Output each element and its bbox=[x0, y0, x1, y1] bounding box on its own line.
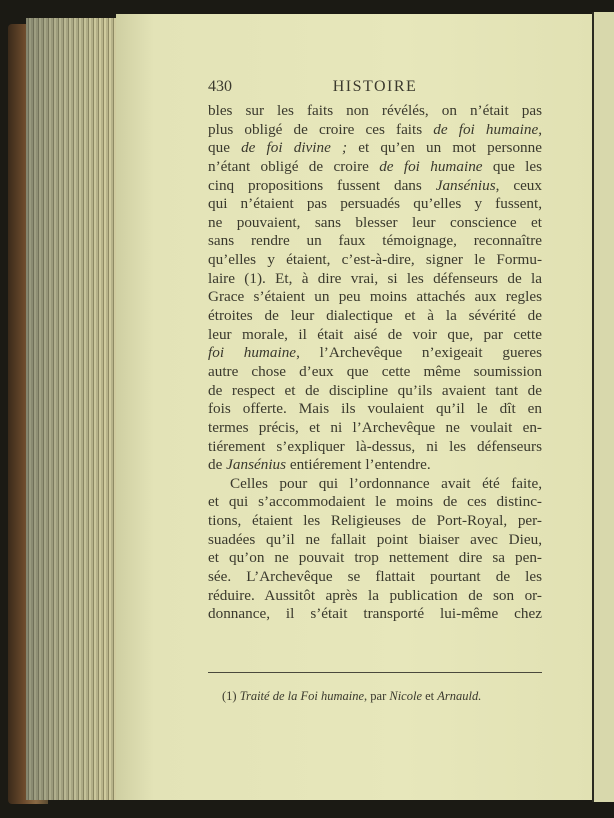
italic-text: de foi humaine bbox=[433, 120, 539, 138]
text-line bbox=[208, 568, 542, 587]
text-line bbox=[208, 158, 542, 177]
text-segment: fois offerte. Mais ils voulaient qu’il le dît en bbox=[208, 400, 542, 418]
italic-text: Jansénius bbox=[226, 456, 287, 474]
text-segment: réduire. Aussitôt après la publication de son or- bbox=[208, 586, 542, 604]
footnote-title: Traité de la Foi humaine bbox=[239, 689, 365, 703]
text-line bbox=[208, 382, 542, 401]
italic-text: de foi humaine bbox=[379, 157, 483, 175]
page-number: 430 bbox=[208, 78, 232, 95]
text-segment: , l’Archevêque n’exigeait gueres bbox=[296, 344, 543, 362]
facing-page-edge bbox=[592, 12, 614, 802]
text-line bbox=[208, 251, 542, 270]
text-segment: cinq propositions fussent dans bbox=[208, 176, 436, 194]
text-segment: , bbox=[538, 120, 542, 138]
running-header bbox=[208, 78, 542, 98]
text-segment: donnance, il s’était transporté lui-même chez bbox=[208, 605, 542, 623]
text-line bbox=[208, 493, 542, 512]
text-segment: qu’elles y étaient, c’est-à-dire, signer le Formu- bbox=[208, 251, 542, 269]
footnote-author: Arnauld. bbox=[437, 689, 482, 703]
text-line bbox=[208, 438, 542, 457]
text-line bbox=[208, 214, 542, 233]
text-segment: tions, étaient les Religieuses de Port-Royal, per- bbox=[208, 512, 542, 530]
text-segment: autre chose d’eux que cette même soumission bbox=[208, 362, 542, 380]
text-line bbox=[208, 512, 542, 531]
italic-text: de foi divine ; bbox=[241, 139, 348, 157]
text-segment: que les bbox=[482, 157, 543, 175]
text-segment: Grace s’étaient un peu moins attachés aux regles bbox=[208, 288, 542, 306]
footnote bbox=[222, 689, 542, 704]
text-line bbox=[208, 549, 542, 568]
text-segment: étroites de leur dialectique et à la sévérité de bbox=[208, 307, 542, 325]
text-segment: de bbox=[208, 456, 227, 474]
text-segment: Celles pour qui l’ordonnance avait été faite, bbox=[230, 474, 542, 492]
italic-text: foi humaine bbox=[208, 344, 297, 362]
text-segment: que bbox=[208, 139, 242, 157]
text-line bbox=[208, 475, 542, 494]
text-segment: de respect et de discipline qu’ils avaient tant de bbox=[208, 381, 542, 399]
text-segment: sée. L’Archevêque se flattait pourtant de les bbox=[208, 568, 542, 586]
text-segment: et qui s’accommodaient le moins de ces distinc- bbox=[208, 493, 542, 511]
text-line bbox=[208, 139, 542, 158]
text-segment: leur morale, il était aisé de voir que, par cette bbox=[208, 325, 542, 343]
text-segment: termes précis, et ni l’Archevêque ne voulait en- bbox=[208, 418, 542, 436]
footnote-author: Nicole bbox=[389, 689, 422, 703]
text-segment: qui n’étaient pas persuadés qu’elles y fussent, bbox=[208, 195, 542, 213]
body-text bbox=[208, 102, 542, 624]
text-segment: suadées qu’il ne fallait point biaiser avec Dieu, bbox=[208, 530, 542, 548]
text-segment: bles sur les faits non révélés, on n’était pas bbox=[208, 102, 542, 119]
text-line bbox=[208, 177, 542, 196]
text-line bbox=[208, 121, 542, 140]
footnote-marker: (1) bbox=[222, 689, 237, 703]
text-segment: ne pouvaient, sans blesser leur conscience et bbox=[208, 213, 542, 231]
text-segment: n’étant obligé de croire bbox=[208, 157, 380, 175]
text-segment: et qu’en un mot personne bbox=[347, 139, 542, 157]
footnote-and: et bbox=[422, 689, 438, 703]
text-segment: sans rendre un faux témoignage, reconnaître bbox=[208, 232, 542, 250]
page-stack-edge bbox=[26, 18, 122, 800]
text-segment: et qu’on ne pouvait trop nettement dire sa pen- bbox=[208, 549, 542, 567]
running-title: HISTOIRE bbox=[332, 78, 418, 95]
text-line bbox=[208, 307, 542, 326]
text-line bbox=[208, 587, 542, 606]
text-line bbox=[208, 102, 542, 121]
text-line bbox=[208, 195, 542, 214]
text-line bbox=[208, 605, 542, 624]
footnote-by: , par bbox=[364, 689, 390, 703]
text-line bbox=[208, 270, 542, 289]
text-segment: , ceux bbox=[495, 176, 542, 194]
text-segment: laire (1). Et, à dire vrai, si les défenseurs de la bbox=[208, 269, 542, 287]
text-segment: tiérement s’expliquer là-dessus, ni les défenseurs bbox=[208, 437, 542, 455]
text-line bbox=[208, 326, 542, 345]
text-line bbox=[208, 232, 542, 251]
text-segment: plus obligé de croire ces faits bbox=[208, 120, 434, 138]
text-segment: entiérement l’entendre. bbox=[286, 456, 431, 474]
text-line bbox=[208, 531, 542, 550]
text-line bbox=[208, 344, 542, 363]
text-line bbox=[208, 419, 542, 438]
text-line bbox=[208, 456, 542, 475]
italic-text: Jansénius bbox=[435, 176, 496, 194]
footnote-rule bbox=[208, 672, 542, 673]
text-line bbox=[208, 288, 542, 307]
text-line bbox=[208, 363, 542, 382]
text-line bbox=[208, 400, 542, 419]
